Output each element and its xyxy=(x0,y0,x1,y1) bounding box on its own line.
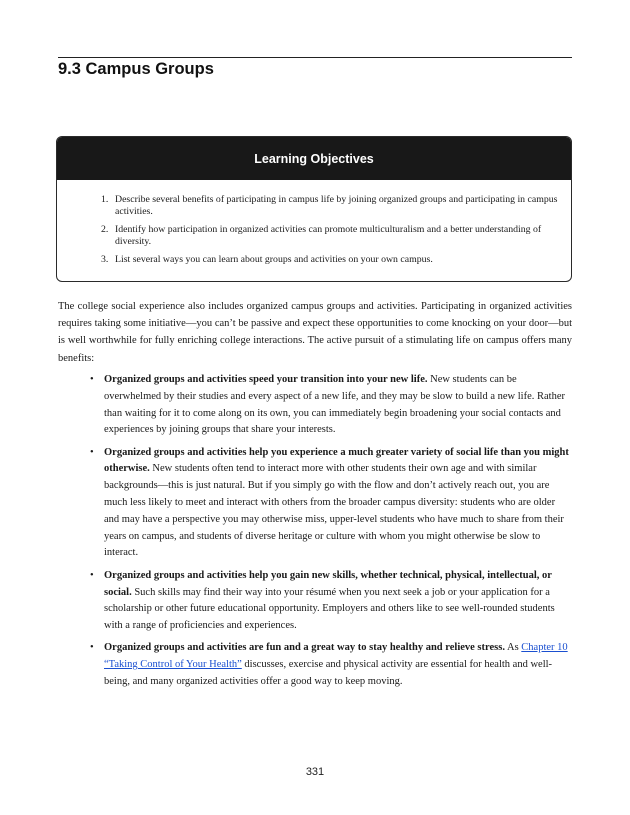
list-item xyxy=(90,445,572,563)
objective-number: 1. xyxy=(101,194,109,205)
top-rule xyxy=(58,57,572,58)
bullet-text-before-link: As xyxy=(504,642,522,654)
bullet-icon: • xyxy=(90,374,94,385)
bullet-text: Such skills may find their way into your résumé when you next seek a job or your application for a scholarship or other future educational opportunity. Employers and others like to see well-rounded students with a range of proficiencies and experiences. xyxy=(104,586,555,632)
objective-text: Identify how participation in organized activities can promote multiculturalism and a better understanding of diversity. xyxy=(115,224,542,247)
learning-objectives-list xyxy=(101,194,563,272)
bullet-lead: Organized groups and activities help you experience a much greater variety of social life than you might otherwise. xyxy=(104,446,569,475)
objective-number: 3. xyxy=(101,254,109,265)
bullet-icon: • xyxy=(90,446,94,458)
intro-paragraph: The college social experience also includes organized campus groups and activities. Participating in organized activities requires taking some initiative—you can’t be passive and expect these opportunities to come knocking on your door—but is well worthwhile for fully enriching college interactions. The active pursuit of a stimulating life on campus offers many benefits: xyxy=(58,301,572,364)
bullet-icon: • xyxy=(90,569,94,581)
objective-item xyxy=(101,224,563,248)
list-item xyxy=(90,568,572,635)
bullet-lead: Organized groups and activities speed your transition into your new life. xyxy=(104,374,428,385)
objective-item xyxy=(101,194,563,218)
bullet-text: New students can be overwhelmed by their studies and every aspect of a new life, and they may be slow to build a new life. Rather than waiting for it to come along on its own, you can immediately begin broadening your social contacts and experiences by joining groups that share your interests. xyxy=(104,374,565,436)
objective-text: List several ways you can learn about groups and activities on your own campus. xyxy=(115,254,433,265)
bullet-icon: • xyxy=(90,642,94,654)
learning-objectives-box xyxy=(56,136,572,282)
objective-text: Describe several benefits of participating in campus life by joining organized groups and participating in campus activities. xyxy=(115,194,558,217)
benefits-list xyxy=(90,372,572,696)
bullet-lead: Organized groups and activities are fun and a great way to stay healthy and relieve stress. xyxy=(104,642,505,654)
learning-objectives-title: Learning Objectives xyxy=(57,137,571,180)
bullet-text: discusses, exercise and physical activity are essential for health and well-being, and many organized activities offer a good way to keep moving. xyxy=(104,659,553,688)
bullet-lead: Organized groups and activities help you gain new skills, whether technical, physical, intellectual, or social. xyxy=(104,569,552,598)
chapter-10-link[interactable]: Chapter 10 “Taking Control of Your Health” xyxy=(104,642,568,671)
bullet-text: New students often tend to interact more with other students their own age and with similar backgrounds—this is just natural. But if you simply go with the flow and don’t actively reach out, you are much less likely to meet and interact with others from the broader campus diversity: students who are older and may have a perspective you may otherwise miss, upper-level students who have much to share from their years on campus, and students of diverse heritage or culture with whom you might otherwise be slow to interact. xyxy=(104,463,564,559)
page-number: 331 xyxy=(305,766,325,778)
list-item xyxy=(90,640,572,690)
section-title: 9.3 Campus Groups xyxy=(58,60,214,78)
objective-number: 2. xyxy=(101,224,109,235)
list-item xyxy=(90,372,572,439)
objective-item xyxy=(101,254,563,266)
